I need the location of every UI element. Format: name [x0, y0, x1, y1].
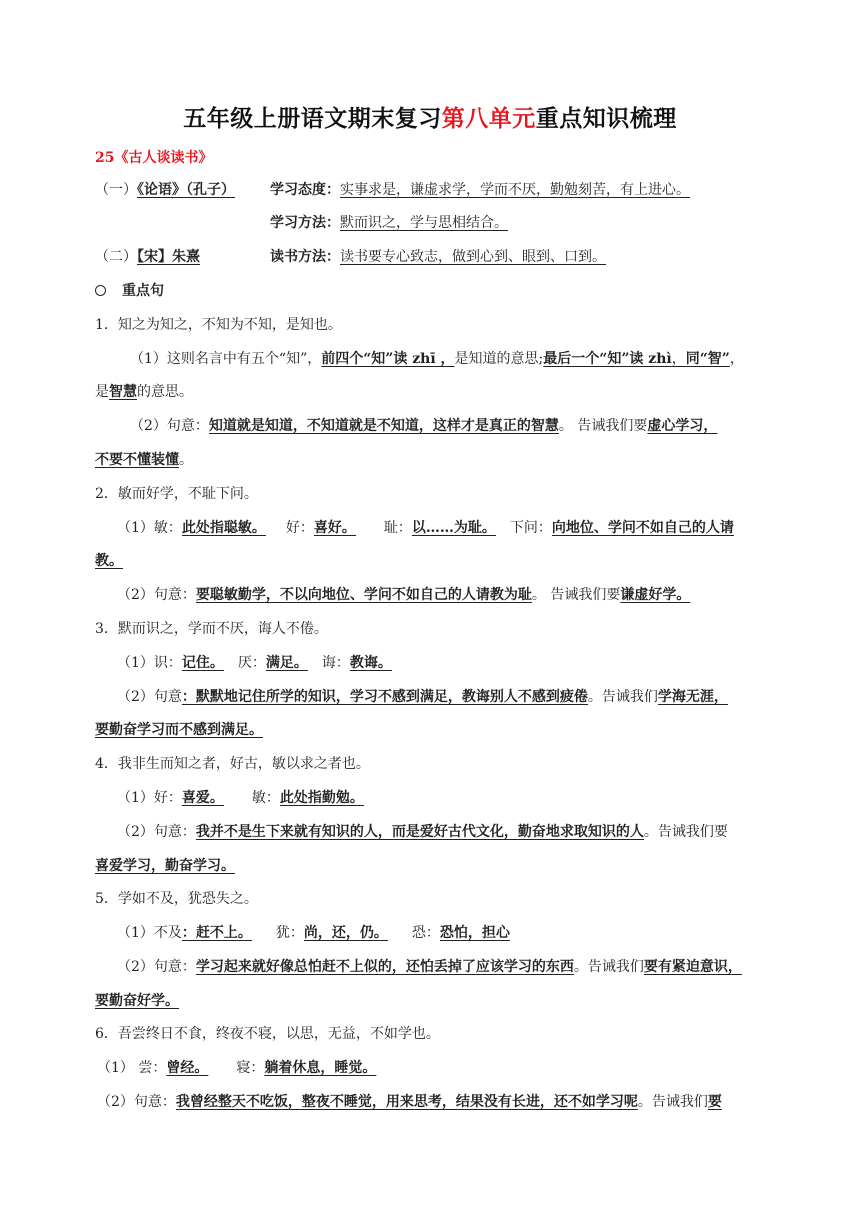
sentence-2-note-2	[95, 585, 797, 605]
text-run: 最后一个“知”读 zhì	[543, 351, 672, 367]
text-run: 喜爱。	[181, 790, 224, 806]
sentence-2-note-1-cont	[95, 551, 775, 571]
text-run: 。告诫我们	[637, 1094, 708, 1110]
text-run: 此处指勤勉。	[279, 790, 364, 806]
text-run: （1）敏：	[117, 520, 182, 536]
text-run: （1）这则名言中有五个“知”，	[130, 351, 322, 367]
text-run: 敏：	[251, 790, 280, 806]
text-run: 学习起来就好像总怕赶不上似的，还怕丢掉了应该学习的东西	[195, 959, 574, 975]
sentence-1: 1．知之为知之，不知为不知，是知也。	[95, 317, 342, 333]
text-run: 。 告诫我们要	[558, 418, 648, 434]
page-title	[0, 100, 860, 133]
text-run: 谦虚好学。	[620, 587, 691, 603]
text-run: 喜爱学习，勤奋学习。	[95, 858, 235, 874]
text-run: 的意思。	[137, 384, 193, 400]
text-run: 我曾经整天不吃饭，整夜不睡觉，用来思考，结果没有长进，还不如学习呢	[175, 1094, 638, 1110]
text-run: 喜好。	[313, 520, 356, 536]
text-run: 教。	[95, 553, 123, 569]
section-key: 读书方法：	[270, 249, 340, 265]
text-run: 下问：	[509, 520, 552, 536]
sentence-3-note-2	[95, 687, 797, 707]
lesson-heading: 25《古人谈读书》	[95, 150, 213, 166]
section-key: 学习态度：	[270, 182, 340, 198]
key-sentences-label: 重点句	[122, 283, 164, 299]
text-run: 学海无涯，	[657, 689, 728, 705]
text-run: 前四个“知”读 zhī ，	[321, 351, 455, 367]
sentence-2: 2．敏而好学，不耻下问。	[95, 486, 258, 502]
sentence-5-note-1	[95, 923, 797, 943]
sentence-2-note-1	[95, 518, 797, 538]
text-run: 躺着休息，睡觉。	[264, 1060, 377, 1076]
key-sentences-heading	[95, 281, 775, 301]
text-run: 。告诫我们	[587, 689, 658, 705]
text-run: 好：	[285, 520, 314, 536]
sentence-5-note-2	[95, 957, 797, 977]
text-run: 诲：	[321, 655, 350, 671]
section-value: 实事求是，谦虚求学，学而不厌，勤勉刻苦，有上进心。	[340, 182, 690, 198]
text-run: 虚心学习，	[647, 418, 718, 434]
sentence-5: 5．学如不及，犹恐失之。	[95, 891, 258, 907]
title-part-1: 五年级上册语文期末复习	[183, 106, 442, 132]
text-run: 耻：	[383, 520, 412, 536]
text-run: 我并不是生下来就有知识的人，而是爱好古代文化，勤奋地求取知识的人	[195, 824, 644, 840]
sentence-1-note-2	[95, 416, 810, 436]
text-run: 是知道的意思;	[454, 351, 544, 367]
text-run: 不要不懂装懂	[95, 452, 179, 468]
section-prefix: （一）	[95, 182, 137, 198]
section-key: 学习方法：	[270, 215, 340, 231]
text-run: ，	[671, 351, 686, 367]
text-run: 要	[707, 1094, 722, 1110]
text-run: 知道就是知道，不知道就是不知道，这样才是真正的智慧	[208, 418, 559, 434]
text-run: （2）句意：	[117, 587, 196, 603]
sentence-4: 4．我非生而知之者，好古，敏以求之者也。	[95, 756, 370, 772]
text-run: 此处指聪敏。	[181, 520, 266, 536]
section-row-1	[95, 180, 775, 200]
sentence-5-note-2-cont	[95, 991, 775, 1011]
text-run: 记住。	[181, 655, 224, 671]
sentence-1-note-2-cont	[95, 450, 775, 470]
text-run: 厌：	[237, 655, 266, 671]
sentence-3: 3．默而识之，学而不厌，诲人不倦。	[95, 621, 328, 637]
text-run: 犹：	[275, 925, 304, 941]
sentence-6-note-2	[97, 1092, 777, 1112]
text-run: 要有紧迫意识，	[643, 959, 742, 975]
text-run: （2）句意：	[117, 959, 196, 975]
section-value: 读书要专心致志，做到心到、眼到、口到。	[340, 249, 606, 265]
text-run: 是	[95, 384, 109, 400]
text-run: （1）不及	[117, 925, 182, 941]
text-run: 曾经。	[166, 1060, 209, 1076]
sentence-4-note-2	[95, 822, 797, 842]
text-run: ：默默地记住所学的知识，学习不感到满足，教诲别人不感到疲倦	[181, 689, 588, 705]
text-run: 恐：	[411, 925, 440, 941]
section-source: 【宋】朱熹	[137, 249, 200, 265]
text-run: 要聪敏勤学，不以向地位、学问不如自己的人请教为耻	[195, 587, 532, 603]
text-run: ：赶不上。	[181, 925, 252, 941]
text-run: 恐怕，担心	[439, 925, 510, 941]
text-run: 尚，还，仍。	[303, 925, 388, 941]
sentence-3-note-1	[95, 653, 797, 673]
text-run: 。 告诫我们要	[531, 587, 621, 603]
text-run: （1）好：	[117, 790, 182, 806]
text-run: 以……为耻。	[411, 520, 496, 536]
text-run: （2）句意：	[130, 418, 209, 434]
circle-bullet-icon	[95, 285, 106, 296]
text-run: ，	[729, 351, 744, 367]
text-run: （1） 尝：	[97, 1060, 167, 1076]
title-accent: 第八单元	[441, 106, 536, 132]
text-run: （1）识：	[117, 655, 182, 671]
text-run: 教诲。	[349, 655, 392, 671]
text-run: （2）句意	[117, 689, 182, 705]
sentence-4-note-1	[95, 788, 797, 808]
text-run: （2）句意：	[117, 824, 196, 840]
sentence-1-note-1-cont	[95, 382, 775, 402]
text-run: 要勤奋学习而不感到满足。	[95, 722, 263, 738]
sentence-1-note-1	[95, 349, 810, 369]
section-source: 《论语》（孔子）	[137, 182, 235, 198]
text-run: 智慧	[109, 384, 137, 400]
sentence-3-note-2-cont	[95, 720, 775, 740]
text-run: 。告诫我们	[573, 959, 644, 975]
text-run: 要勤奋好学。	[95, 993, 179, 1009]
text-run: 。	[179, 452, 193, 468]
section-row-3	[95, 247, 775, 267]
text-run: 。告诫我们要	[643, 824, 728, 840]
text-run: （2）句意：	[97, 1094, 176, 1110]
section-value: 默而识之，学与思相结合。	[340, 215, 508, 231]
section-prefix: （二）	[95, 249, 137, 265]
text-run: 满足。	[265, 655, 308, 671]
title-part-3: 重点知识梳理	[535, 106, 677, 132]
text-run: 向地位、学问不如自己的人请	[551, 520, 734, 536]
text-run: 寝：	[236, 1060, 265, 1076]
sentence-6-note-1	[97, 1058, 777, 1078]
sentence-6: 6．吾尝终日不食，终夜不寝，以思，无益，不如学也。	[95, 1026, 440, 1042]
sentence-4-note-2-cont	[95, 856, 775, 876]
text-run: 同“智”	[685, 351, 730, 367]
